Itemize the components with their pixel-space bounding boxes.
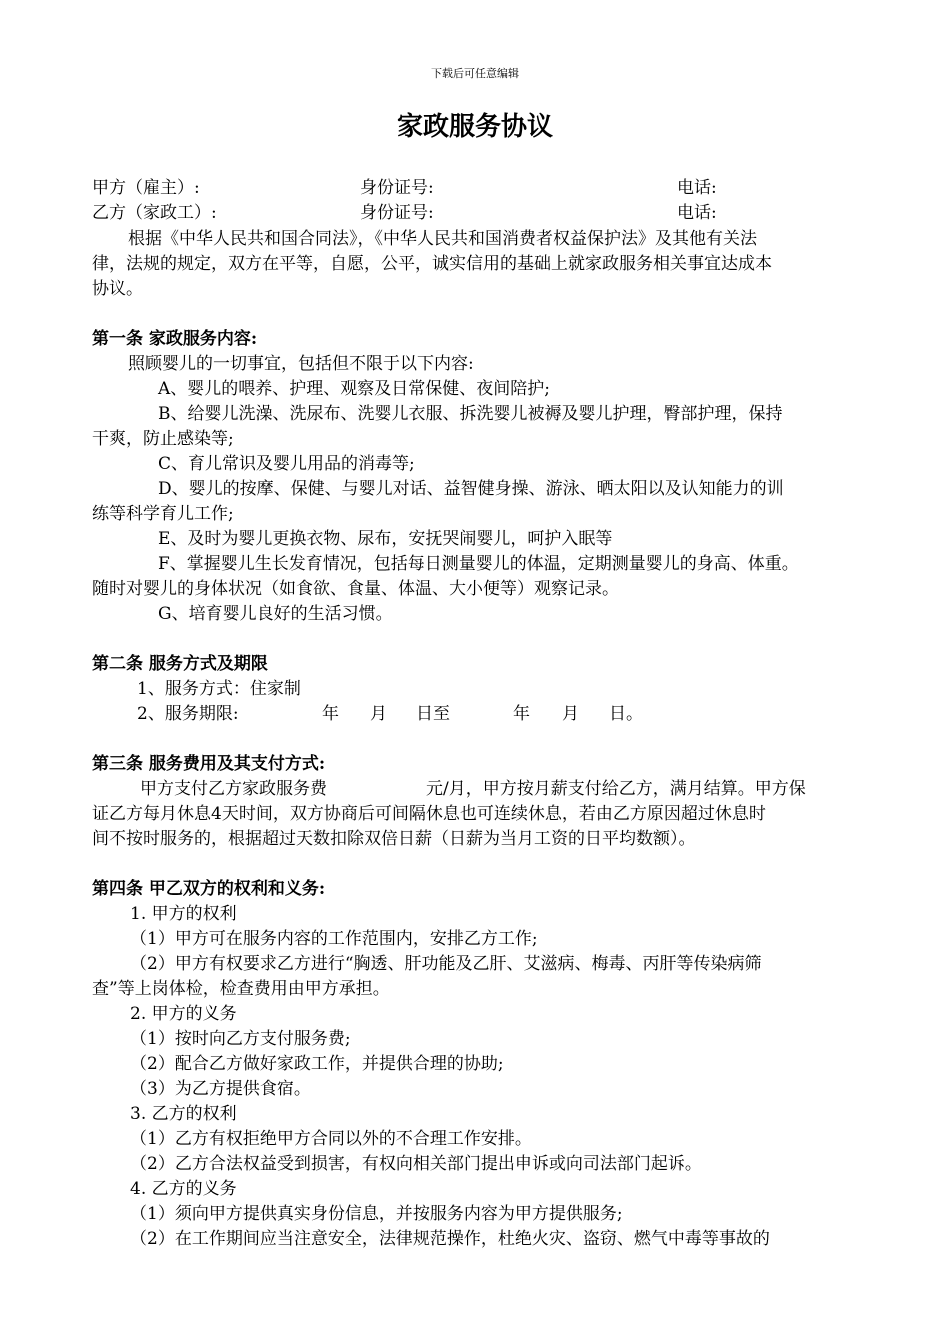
article-1-item-f-cont: 随时对婴儿的身体状况（如食欲、食量、体温、大小便等）观察记录。 bbox=[92, 579, 619, 599]
article-2-day-end: 日。 bbox=[609, 704, 643, 724]
article-1-item-b: B、给婴儿洗澡、洗尿布、洗婴儿衣服、拆洗婴儿被褥及婴儿护理，臀部护理，保持 bbox=[158, 404, 783, 424]
article-1-item-d-cont: 练等科学育儿工作; bbox=[92, 504, 234, 524]
article-1-item-f: F、掌握婴儿生长发育情况，包括每日测量婴儿的体温，定期测量婴儿的身高、体重。 bbox=[158, 554, 799, 574]
party-a-id-label: 身份证号: bbox=[360, 178, 434, 198]
article-2-item-2-label: 2、服务期限: bbox=[137, 704, 239, 724]
article-4-item: （2）乙方合法权益受到损害，有权向相关部门提出申诉或向司法部门起诉。 bbox=[130, 1154, 702, 1174]
article-3-line: 甲方支付乙方家政服务费 bbox=[140, 779, 327, 799]
party-a-label: 甲方（雇主）: bbox=[92, 178, 200, 198]
article-4-item: （2）甲方有权要求乙方进行“胸透、肝功能及乙肝、艾滋病、梅毒、丙肝等传染病筛 bbox=[130, 954, 762, 974]
article-1-item-c: C、育儿常识及婴儿用品的消毒等; bbox=[158, 454, 415, 474]
article-4-subheading: 3. 乙方的权利 bbox=[130, 1104, 237, 1124]
party-b-id-label: 身份证号: bbox=[360, 203, 434, 223]
article-4-subheading: 2. 甲方的义务 bbox=[130, 1004, 237, 1024]
article-3-line: 元/月，甲方按月薪支付给乙方，满月结算。甲方保 bbox=[426, 779, 806, 799]
article-2-heading: 第二条 服务方式及期限 bbox=[92, 654, 268, 674]
article-2-item-1: 1、服务方式：住家制 bbox=[137, 679, 301, 699]
article-4-item: （3）为乙方提供食宿。 bbox=[130, 1079, 311, 1099]
article-2-month-start: 月 bbox=[370, 704, 387, 724]
article-1-item-a: A、婴儿的喂养、护理、观察及日常保健、夜间陪护; bbox=[158, 379, 551, 399]
header-note: 下载后可任意编辑 bbox=[431, 67, 519, 80]
article-1-item-e: E、及时为婴儿更换衣物、尿布，安抚哭闹婴儿，呵护入眠等 bbox=[158, 529, 613, 549]
article-3-line: 间不按时服务的，根据超过天数扣除双倍日薪（日薪为当月工资的日平均数额）。 bbox=[92, 829, 696, 849]
article-1-item-g: G、培育婴儿良好的生活习惯。 bbox=[158, 604, 393, 624]
article-4-item: （1）按时向乙方支付服务费; bbox=[130, 1029, 351, 1049]
article-4-item-cont: 查”等上岗体检，检查费用由甲方承担。 bbox=[92, 979, 390, 999]
party-b-label: 乙方（家政工）: bbox=[92, 203, 217, 223]
intro-line: 根据《中华人民共和国合同法》，《中华人民共和国消费者权益保护法》及其他有关法 bbox=[128, 229, 757, 249]
document-title: 家政服务协议 bbox=[396, 112, 553, 142]
article-3-heading: 第三条 服务费用及其支付方式: bbox=[92, 754, 326, 774]
article-3-line: 证乙方每月休息4天时间，双方协商后可间隔休息也可连续休息，若由乙方原因超过休息时 bbox=[92, 804, 766, 824]
article-2-month-end: 月 bbox=[562, 704, 579, 724]
article-1-item-d: D、婴儿的按摩、保健、与婴儿对话、益智健身操、游泳、晒太阳以及认知能力的训 bbox=[158, 479, 784, 499]
intro-line: 协议。 bbox=[92, 279, 143, 299]
article-4-item: （2）配合乙方做好家政工作，并提供合理的协助; bbox=[130, 1054, 504, 1074]
party-a-phone-label: 电话: bbox=[677, 178, 717, 198]
intro-line: 律，法规的规定，双方在平等，自愿，公平，诚实信用的基础上就家政服务相关事宜达成本 bbox=[92, 254, 772, 274]
article-4-subheading: 4. 乙方的义务 bbox=[130, 1179, 237, 1199]
article-2-year-start: 年 bbox=[322, 704, 339, 724]
article-2-day-to: 日至 bbox=[416, 704, 450, 724]
article-4-item: （1）乙方有权拒绝甲方合同以外的不合理工作安排。 bbox=[130, 1129, 532, 1149]
article-1-lead: 照顾婴儿的一切事宜，包括但不限于以下内容: bbox=[128, 354, 474, 374]
article-4-item: （2）在工作期间应当注意安全，法律规范操作，杜绝火灾、盗窃、燃气中毒等事故的 bbox=[130, 1229, 770, 1249]
article-4-item: （1）甲方可在服务内容的工作范围内，安排乙方工作; bbox=[130, 929, 538, 949]
article-1-item-b-cont: 干爽，防止感染等; bbox=[92, 429, 234, 449]
article-2-year-end: 年 bbox=[513, 704, 530, 724]
article-4-subheading: 1. 甲方的权利 bbox=[130, 904, 237, 924]
article-4-heading: 第四条 甲乙双方的权利和义务: bbox=[92, 879, 326, 899]
party-b-phone-label: 电话: bbox=[677, 203, 717, 223]
article-4-item: （1）须向甲方提供真实身份信息，并按服务内容为甲方提供服务; bbox=[130, 1204, 623, 1224]
article-1-heading: 第一条 家政服务内容: bbox=[92, 329, 258, 349]
